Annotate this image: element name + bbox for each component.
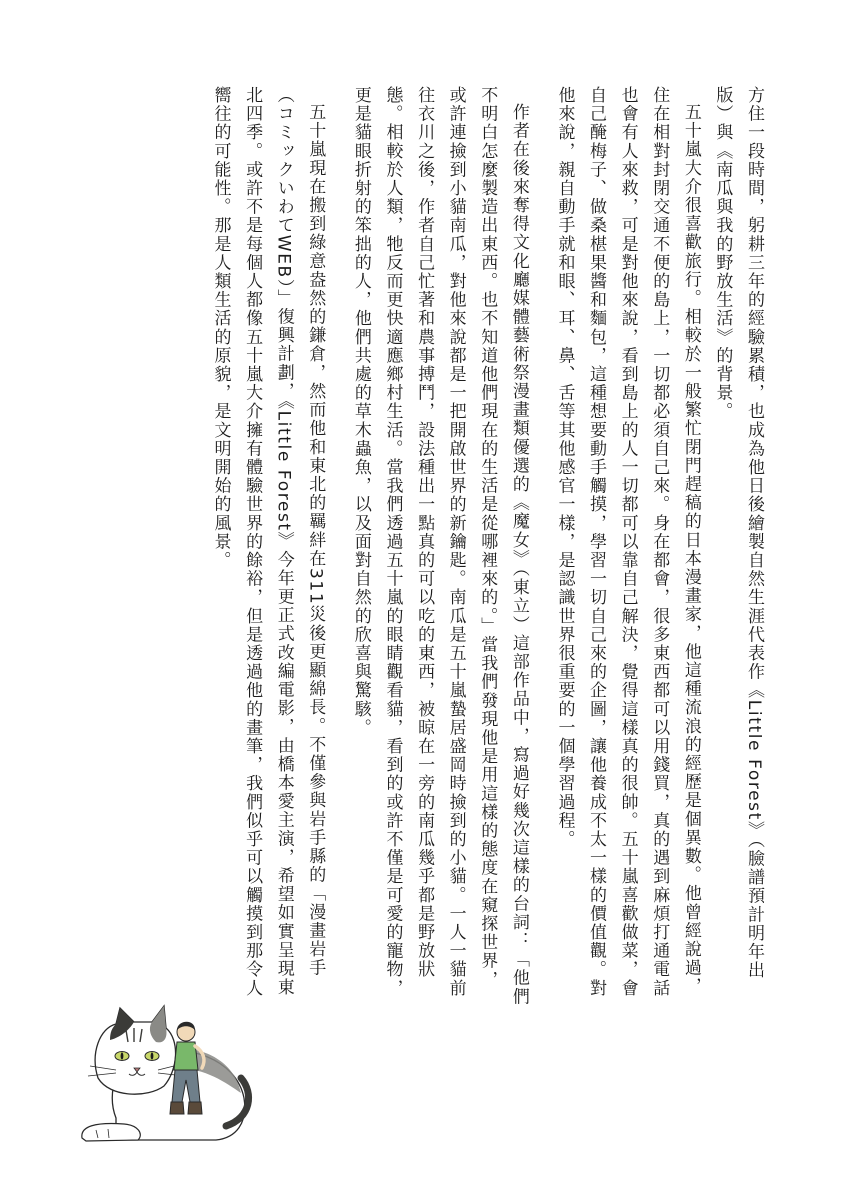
- cat-paws: [82, 1124, 140, 1141]
- paragraph-kamakura: 五十嵐現在搬到綠意盎然的鎌倉，然而他和東北的羈絆在311災後更顯綿長。不僅參與岩手縣的「漫畫岩手（コミックいわてWEB）」復興計劃，《Little Forest》今年更正式改編電影，由橋本愛主演，希望如實呈現東北四季。或許不是每個人都像五十嵐大介擁有體驗世界的餘裕，但是透過他的畫筆，我們似乎可以觸摸到那令人嚮往的可能性。那是人類生活的原貌，是文明開始的風景。: [210, 86, 326, 998]
- paragraph-travel: 五十嵐大介很喜歡旅行。相較於一般繁忙閉門趕稿的日本漫畫家，他這種流浪的經歷是個異數。他曾經說過，住在相對封閉交通不便的島上，一切都必須自己來。身在都會，很多東西都可以用錢買，真的遇到麻煩打通電話也會有人來救，可是對他來說，看到島上的人一切都可以靠自己解決，覺得這樣真的很帥。五十嵐喜歡做菜，會自己醃梅子、做桑椹果醬和麵包，這種想要動手觸摸，學習一切自己來的企圖，讓他養成不太一樣的價值觀。對他來說，親自動手就和眼、耳、鼻、舌等其他感官一樣，是認識世界很重要的一個學習過程。: [554, 86, 701, 998]
- article-body: [190, 86, 769, 1006]
- cat-and-boy-illustration: [76, 998, 256, 1150]
- paragraph-witch: 作者在後來奪得文化廳媒體藝術祭漫畫類優選的《魔女》（東立）這部作品中，寫過好幾次這樣的台詞：「他們不明白怎麼製造出東西。也不知道他們現在的生活是從哪裡來的。」當我們發現他是用這樣的態度在窺探世界，或許連撿到小貓南瓜，對他來說都是一把開啟世界的新鑰匙。南瓜是五十嵐蟄居盛岡時撿到的小貓。一人一貓前往衣川之後，作者自己忙著和農事搏鬥，設法種出一點真的可以吃的東西，被晾在一旁的南瓜幾乎都是野放狀態。相較於人類，牠反而更快適應鄉村生活。當我們透過五十嵐的眼睛觀看貓，看到的或許不僅是可愛的寵物，更是貓眼折射的笨拙的人，他們共處的草木蟲魚，以及面對自然的欣喜與驚駭。: [350, 86, 529, 1006]
- paragraph-continuation: 方住一段時間，躬耕三年的經驗累積，也成為他日後繪製自然生涯代表作《Little Forest》（臉譜預計明年出版）與《南瓜與我的野放生活》的背景。: [712, 86, 764, 980]
- cat-head-patch-right: [150, 1006, 167, 1042]
